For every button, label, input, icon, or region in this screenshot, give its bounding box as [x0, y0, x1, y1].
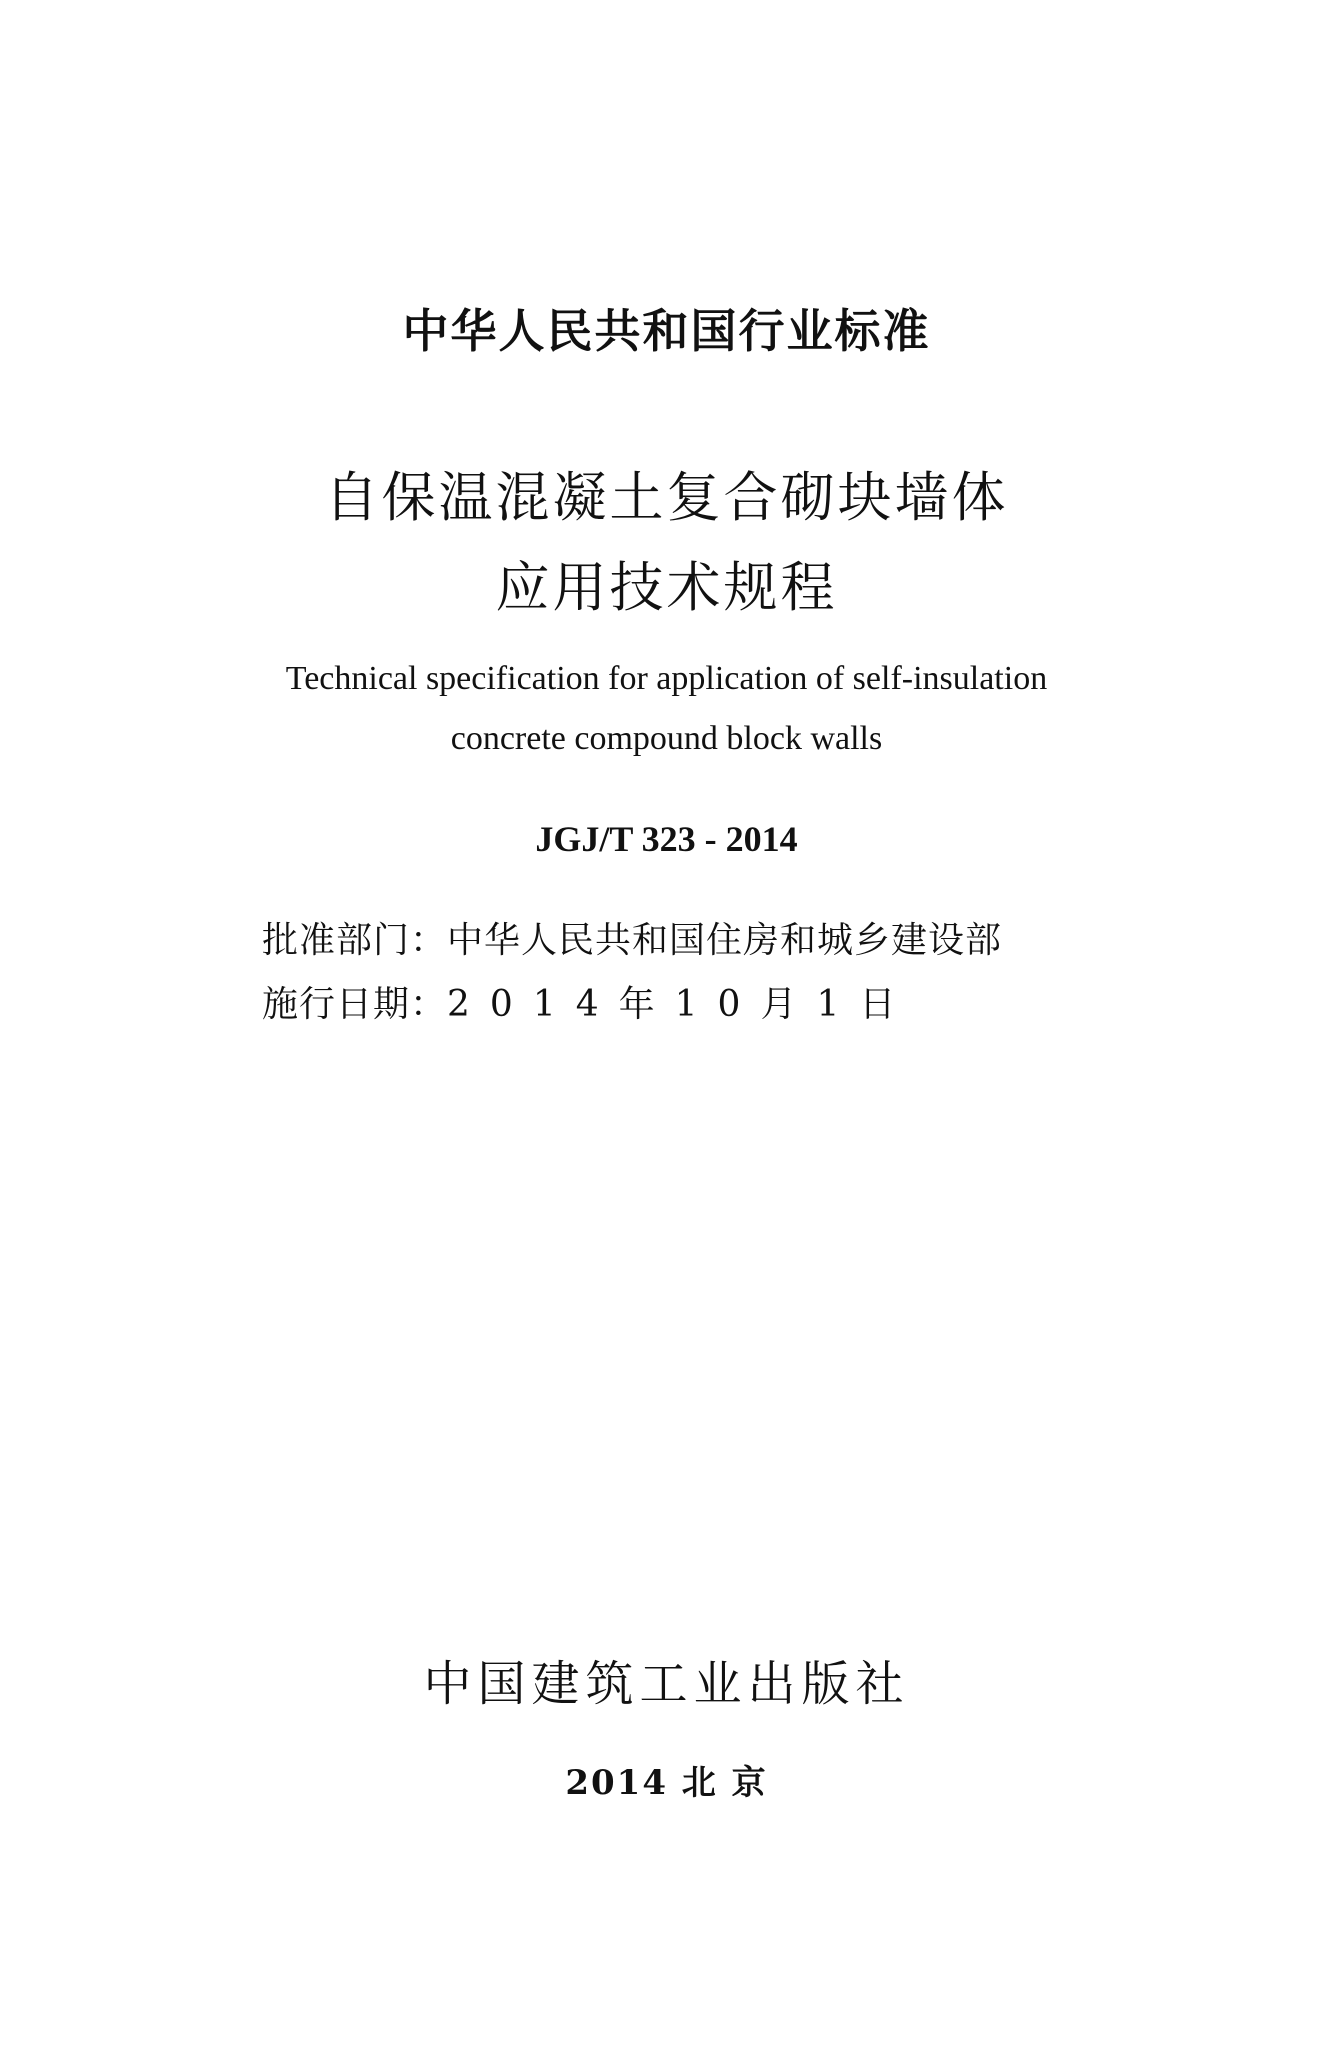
title-cn-line-2: 应用技术规程 — [495, 556, 838, 619]
approval-row — [262, 912, 1002, 963]
title-cn-line-1: 自保温混凝土复合砌块墙体 — [324, 466, 1009, 529]
publisher-name: 中国建筑工业出版社 — [423, 1656, 910, 1712]
approval-value: 中华人民共和国住房和城乡建设部 — [447, 920, 1003, 961]
title-en-line-1: Technical specification for application of self-insulation — [285, 660, 1048, 697]
effective-date-value: 2014年10月1日 — [447, 984, 916, 1025]
effective-date-label: 施行日期： — [262, 984, 448, 1025]
standard-code: JGJ/T 323 - 2014 — [535, 819, 798, 859]
title-en-line-2: concrete compound block walls — [450, 720, 883, 757]
approval-label: 批准部门： — [262, 920, 448, 961]
publication-year-place: 2014 北 京 — [565, 1763, 768, 1803]
effective-date-row — [262, 976, 915, 1027]
standard-category: 中华人民共和国行业标准 — [402, 304, 931, 358]
